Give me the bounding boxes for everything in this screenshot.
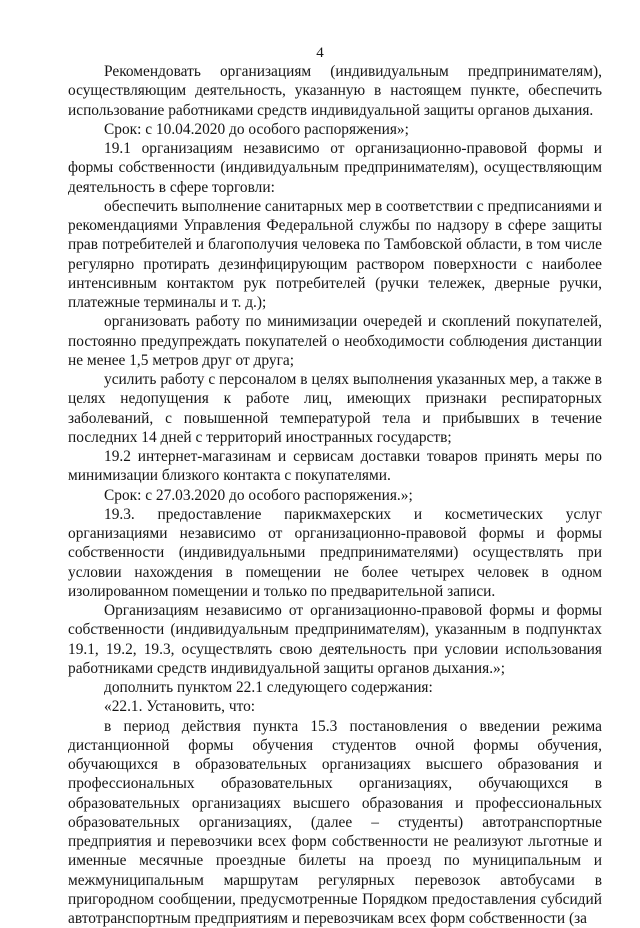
paragraph-19-1: 19.1 организациям независимо от организационно-правовой формы и формы собственности (индивидуальным предпринимателям), осуществляющим деятельность в сфере торговли: <box>68 139 602 197</box>
paragraph-22-1-title: «22.1. Установить, что: <box>68 697 602 716</box>
paragraph-recommendation: Рекомендовать организациям (индивидуальным предпринимателям), осуществляющим деятельность, указанную в настоящем пункте, обеспечить использование работниками средств индивидуальной защиты органов дыхания. <box>68 62 602 120</box>
paragraph-queues: организовать работу по минимизации очередей и скоплений покупателей, постоянно предупреждать покупателей о необходимости соблюдения дистанции не менее 1,5 метров друг от друга; <box>68 312 602 370</box>
paragraph-19-2: 19.2 интернет-магазинам и сервисам доставки товаров принять меры по минимизации близкого контакта с покупателями. <box>68 447 602 486</box>
paragraph-deadline-2: Срок: с 27.03.2020 до особого распоряжения.»; <box>68 486 602 505</box>
paragraph-organizations: Организациям независимо от организационно-правовой формы и формы собственности (индивидуальным предпринимателям), указанным в подпунктах 19.1, 19.2, 19.3, осуществлять свою деятельность при условии использования работниками средств индивидуальной защиты органов дыхания.»; <box>68 601 602 678</box>
paragraph-staff: усилить работу с персоналом в целях выполнения указанных мер, а также в целях недопущения к работе лиц, имеющих признаки респираторных заболеваний, с повышенной температурой тела и прибывших в течение последних 14 дней с территорий иностранных государств; <box>68 370 602 447</box>
paragraph-19-3: 19.3. предоставление парикмахерских и косметических услуг организациями независимо от организационно-правовой формы и формы собственности (индивидуальными предпринимателями) осуществлять при условии нахождения в помещении не более четырех человек в одном изолированном помещении и только по предварительной записи. <box>68 505 602 601</box>
paragraph-add-22-1: дополнить пунктом 22.1 следующего содержания: <box>68 678 602 697</box>
document-body <box>68 62 602 928</box>
paragraph-22-1-body: в период действия пункта 15.3 постановления о введении режима дистанционной формы обучения студентов очной формы обучения, обучающихся в образовательных организациях высшего образования и профессиональных образовательных организациях, обучающихся в образовательных организациях высшего образования и профессиональных образовательных организациях, (далее – студенты) автотранспортные предприятия и перевозчики всех форм собственности не реализуют льготные и именные месячные проездные билеты на проезд по муниципальным и межмуниципальным маршрутам регулярных перевозок автобусами в пригородном сообщении, предусмотренные Порядком предоставления субсидий автотранспортным предприятиям и перевозчикам всех форм собственности (за <box>68 717 602 928</box>
paragraph-sanitary-measures: обеспечить выполнение санитарных мер в соответствии с предписаниями и рекомендациями Управления Федеральной службы по надзору в сфере защиты прав потребителей и благополучия человека по Тамбовской области, в том числе регулярно протирать дезинфицирующим раствором поверхности с наиболее интенсивным контактом рук потребителей (ручки тележек, дверные ручки, платежные терминалы и т. д.); <box>68 197 602 313</box>
page-number: 4 <box>0 44 640 62</box>
paragraph-deadline-1: Срок: с 10.04.2020 до особого распоряжения»; <box>68 120 602 139</box>
